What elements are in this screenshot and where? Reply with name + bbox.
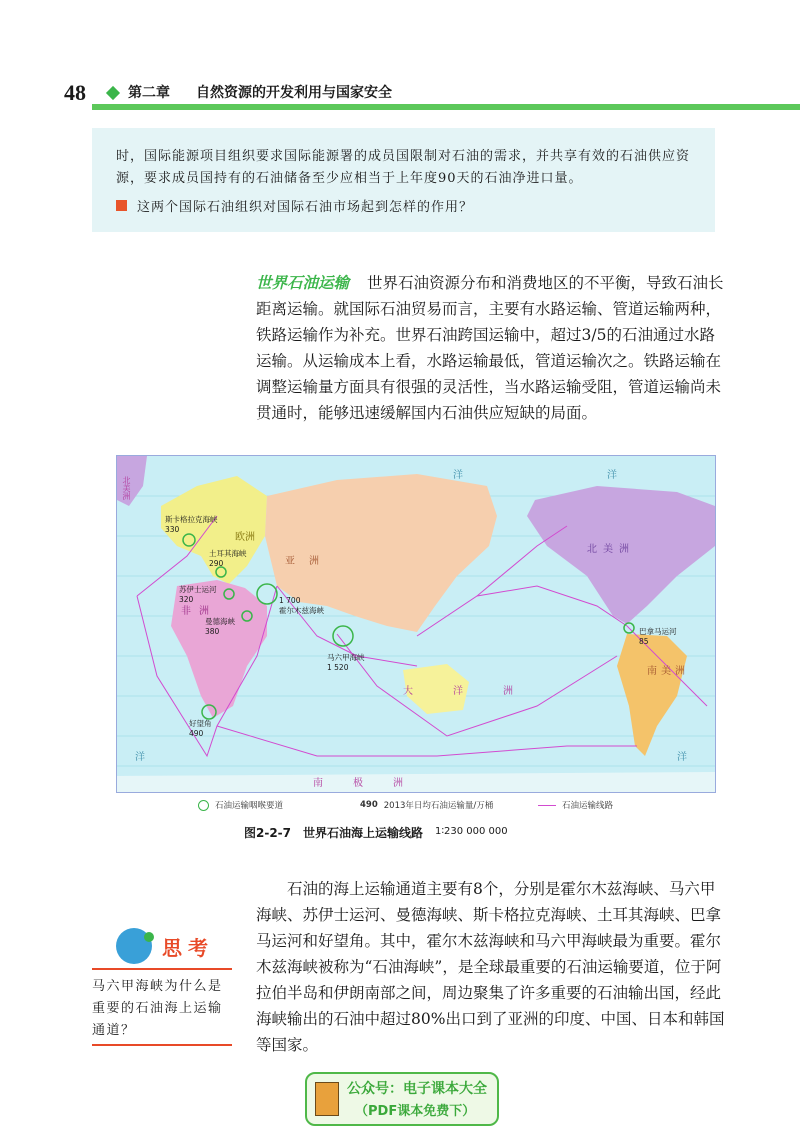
caption-scale: 1∶230 000 000 xyxy=(435,826,508,837)
figure-caption xyxy=(244,824,508,841)
chokepoint-label: 土耳其海峡 290 xyxy=(209,549,247,568)
body-paragraph: 石油的海上运输通道主要有8个，分别是霍尔木兹海峡、马六甲海峡、苏伊士运河、曼德海峡、斯卡格拉克海峡、土耳其海峡、巴拿马运河和好望角。其中，霍尔木兹海峡和马六甲海峡最为重要。霍尔木兹海峡被称为“石油海峡”，是全球最重要的石油运输要道，位于阿拉伯半岛和伊朗南部之间，周边聚集了许多重要的石油输出国，经此海峡输出的石油中超过80%出口到了亚洲的印度、中国、日本和韩国等国家。 xyxy=(256,880,725,1054)
label-asia: 亚洲 xyxy=(285,556,333,567)
case-question xyxy=(116,196,473,215)
legend-chokepoint xyxy=(198,799,283,811)
label-ocean-b: 洋 xyxy=(607,470,617,481)
watermark-badge xyxy=(305,1072,499,1126)
brain-icon xyxy=(116,928,152,964)
think-text: 马六甲海峡为什么是重要的石油海上运输通道？ xyxy=(92,979,223,1038)
chokepoint-label: 1 700 霍尔木兹海峡 xyxy=(279,596,324,615)
case-text: 时，国际能源项目组织要求国际能源署的成员国限制对石油的需求，并共享有效的石油供应资源，要求成员国持有的石油储备至少应相当于上年度90天的石油净进口量。 xyxy=(116,149,691,186)
label-ocean-a: 洋 xyxy=(453,470,463,481)
case-question-text: 这两个国际石油组织对国际石油市场起到怎样的作用？ xyxy=(137,200,474,215)
label-antarctica: 南极洲 xyxy=(313,778,433,789)
case-study-box xyxy=(92,128,715,232)
legend-chokepoint-text: 石油运输咽喉要道 xyxy=(215,801,284,811)
think-divider xyxy=(92,968,232,970)
map-legend xyxy=(198,796,718,816)
think-bottom-divider xyxy=(92,1044,232,1046)
diamond-icon xyxy=(106,86,120,100)
label-north-america-west: 北美洲 xyxy=(122,476,131,500)
book-icon xyxy=(315,1082,339,1116)
label-ocean-c: 洋 xyxy=(135,752,145,763)
square-bullet-icon xyxy=(116,200,127,211)
legend-route-text: 石油运输线路 xyxy=(562,801,614,811)
watermark-line2: （PDF课本免费下） xyxy=(355,1104,476,1119)
think-header xyxy=(116,928,236,964)
legend-volume-text: 2013年日均石油运输量/万桶 xyxy=(383,801,494,811)
think-title: 思考 xyxy=(162,936,214,960)
header-divider xyxy=(92,104,800,110)
chokepoint-label: 苏伊士运河 320 xyxy=(179,585,217,604)
page-header xyxy=(0,76,800,112)
legend-volume xyxy=(360,799,493,811)
world-oil-routes-map xyxy=(116,455,716,793)
page-number: 48 xyxy=(64,80,86,105)
chapter-label: 第二章 xyxy=(128,85,170,101)
legend-route xyxy=(538,799,613,811)
chokepoint-label: 马六甲海峡 1 520 xyxy=(327,653,365,672)
label-oceania: 大洋洲 xyxy=(403,686,553,697)
section-body: 世界石油资源分布和消费地区的不平衡，导致石油长距离运输。就国际石油贸易而言，主要有水路运输、管道运输两种，铁路运输作为补充。世界石油跨国运输中，超过3/5的石油通过水路运输。从运输成本上看，水路运输最低，管道运输次之。铁路运输在调整运输量方面具有很强的灵活性，当水路运输受阻，管道运输尚未贯通时，能够迅速缓解国内石油供应短缺的局面。 xyxy=(256,274,724,422)
legend-volume-sample: 490 xyxy=(360,800,378,810)
watermark-line1: 公众号：电子课本大全 xyxy=(347,1081,487,1097)
route-line-icon xyxy=(538,805,556,806)
section-title: 世界石油运输 xyxy=(256,274,350,292)
label-south-america: 南美洲 xyxy=(647,666,689,677)
chokepoint-label: 好望角 490 xyxy=(189,719,212,738)
circle-icon xyxy=(198,800,209,811)
chokepoint-label: 斯卡格拉克海峡 330 xyxy=(165,515,218,534)
chokepoint-label: 曼德海峡 380 xyxy=(205,617,235,636)
label-north-america: 北美洲 xyxy=(587,544,635,555)
chapter-title: 自然资源的开发利用与国家安全 xyxy=(196,85,392,101)
label-europe: 欧洲 xyxy=(235,532,255,543)
label-africa: 非洲 xyxy=(181,606,217,617)
caption-label: 图2-2-7 世界石油海上运输线路 xyxy=(244,826,424,840)
section-world-oil-transport xyxy=(256,270,726,426)
label-ocean-d: 洋 xyxy=(677,752,687,763)
chokepoint-label: 巴拿马运河 85 xyxy=(639,627,677,646)
